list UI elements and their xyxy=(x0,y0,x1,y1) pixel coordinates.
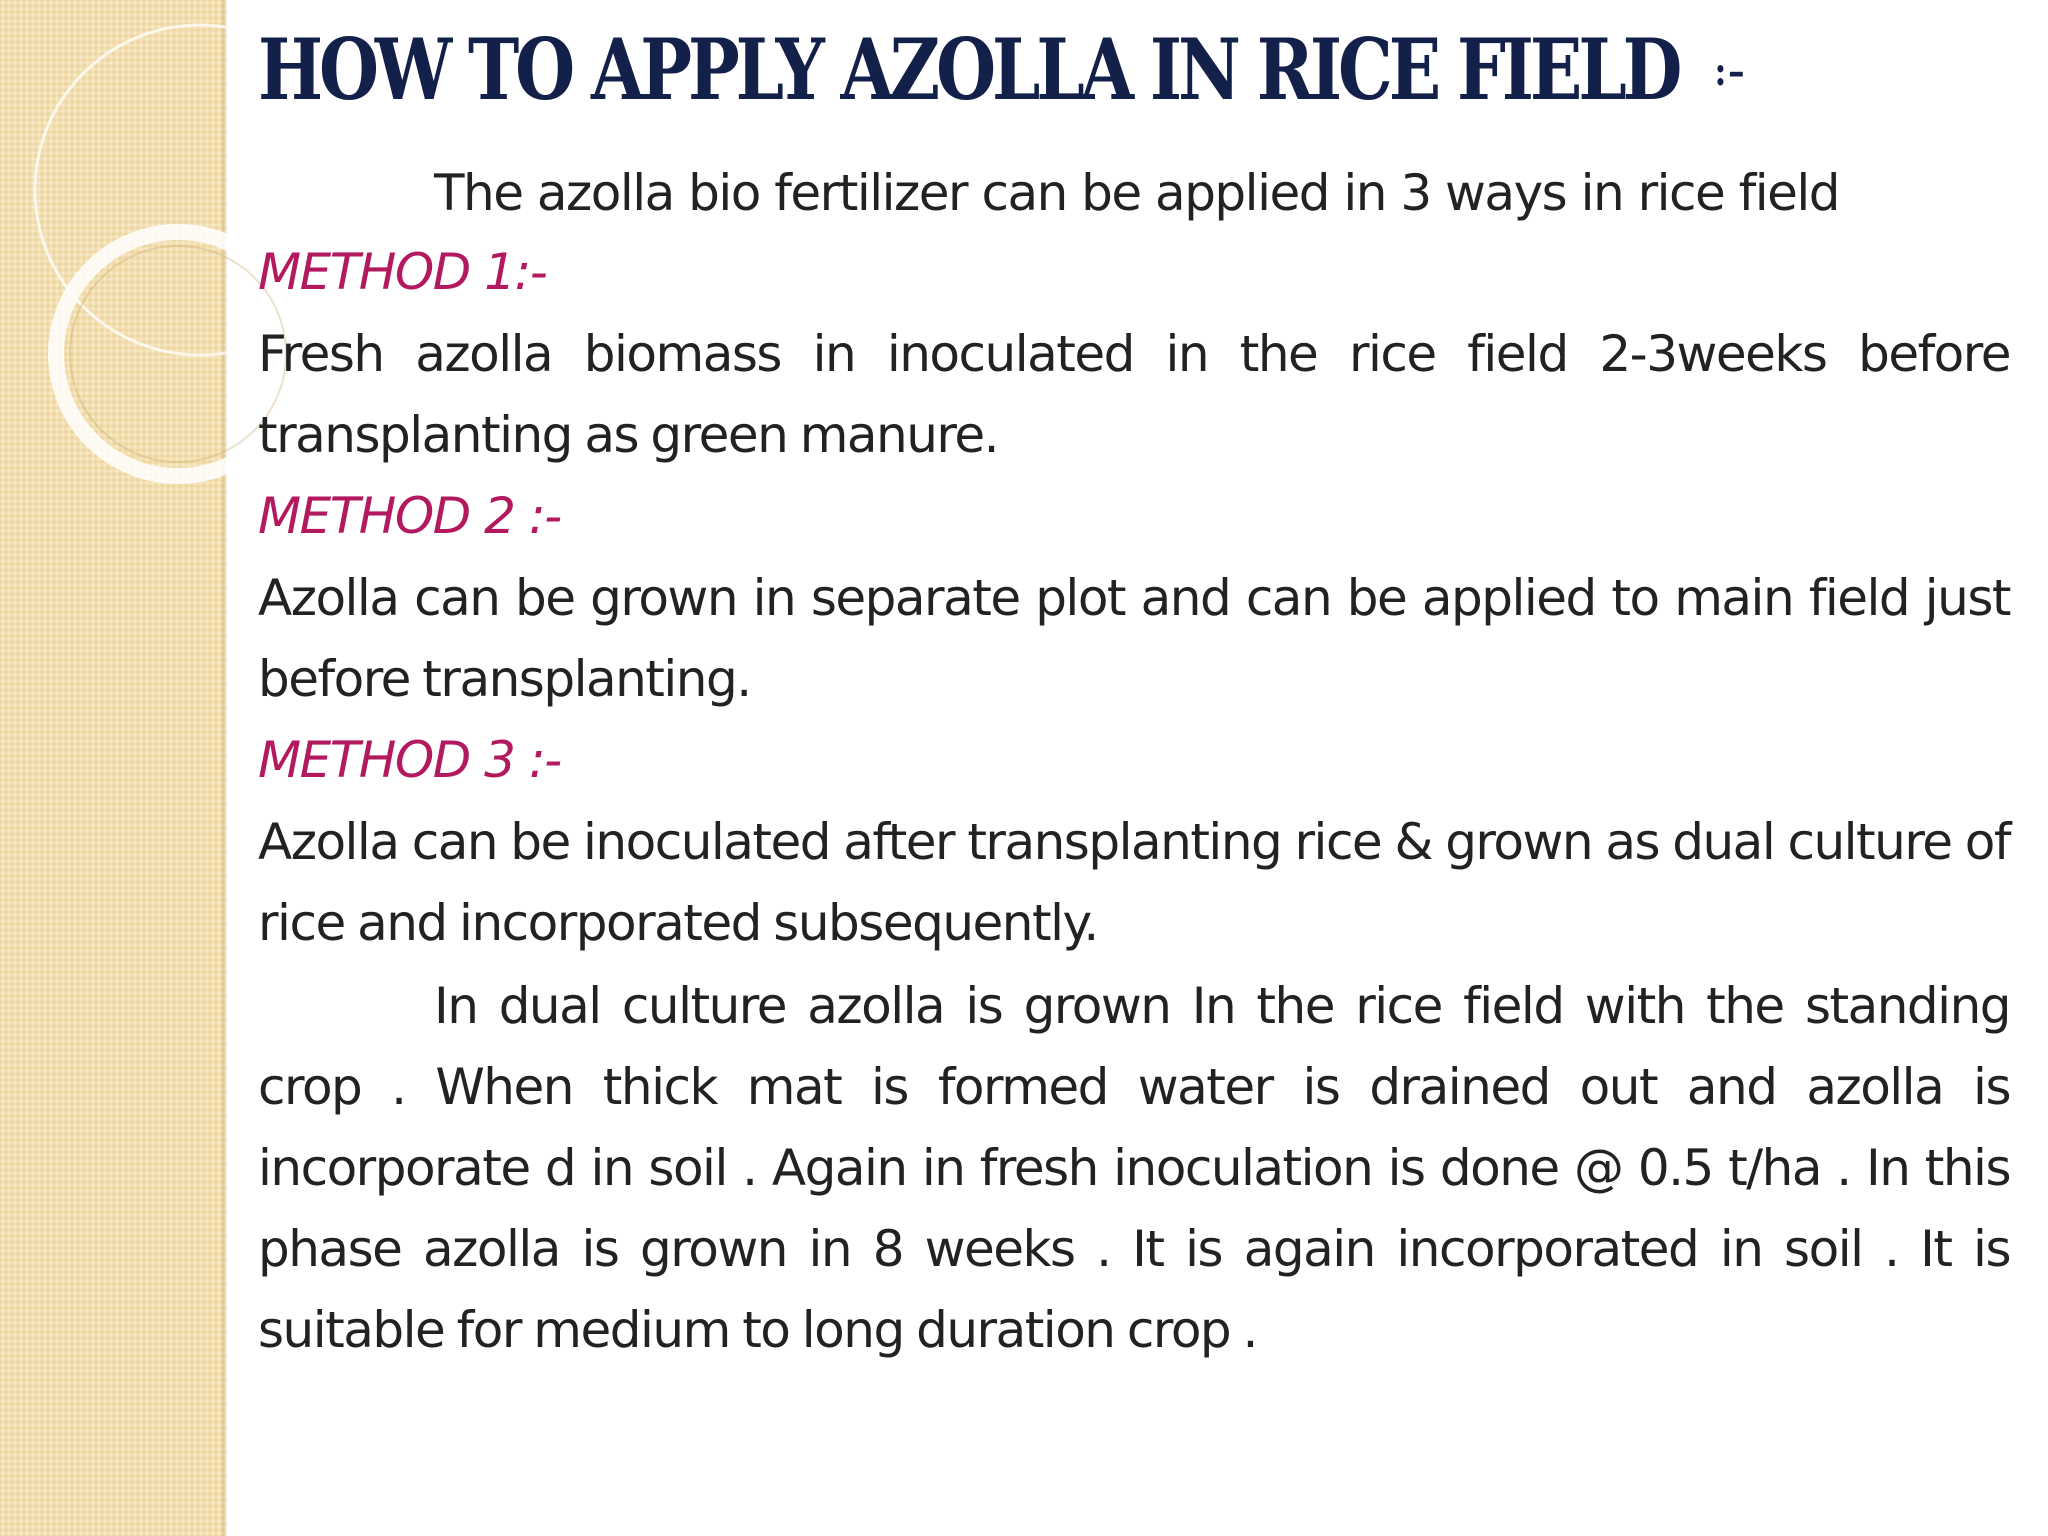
method-1-text: Fresh azolla biomass in inoculated in the rice field 2-3weeks before transplanting as green manure. xyxy=(258,325,2010,464)
method-2-text: Azolla can be grown in separate plot and can be applied to main field just before transplanting. xyxy=(258,569,2010,708)
method-1-label: METHOD 1:- xyxy=(258,243,547,301)
method-3-text: Azolla can be inoculated after transplanting rice & grown as dual culture of rice and incorporated subsequently. xyxy=(258,813,2010,952)
slide-title xyxy=(258,18,1747,124)
intro-text: The azolla bio fertilizer can be applied in 3 ways in rice field xyxy=(434,164,1840,222)
dual-culture-paragraph: In dual culture azolla is grown In the rice field with the standing crop . When thick mat is formed water is drained out and azolla is incorporate d in soil . Again in fresh inoculation is done @ 0.5 t/ha . In this phase azolla is grown in 8 weeks . It is again incorporated in soil . It is suitable for medium to long duration crop . xyxy=(258,977,2010,1359)
method-3-label: METHOD 3 :- xyxy=(258,731,561,789)
slide-title-suffix: :– xyxy=(1714,48,1747,95)
slide-title-text: HOW TO APPLY AZOLLA IN RICE FIELD xyxy=(258,20,1679,119)
method-2-label: METHOD 2 :- xyxy=(258,487,561,545)
